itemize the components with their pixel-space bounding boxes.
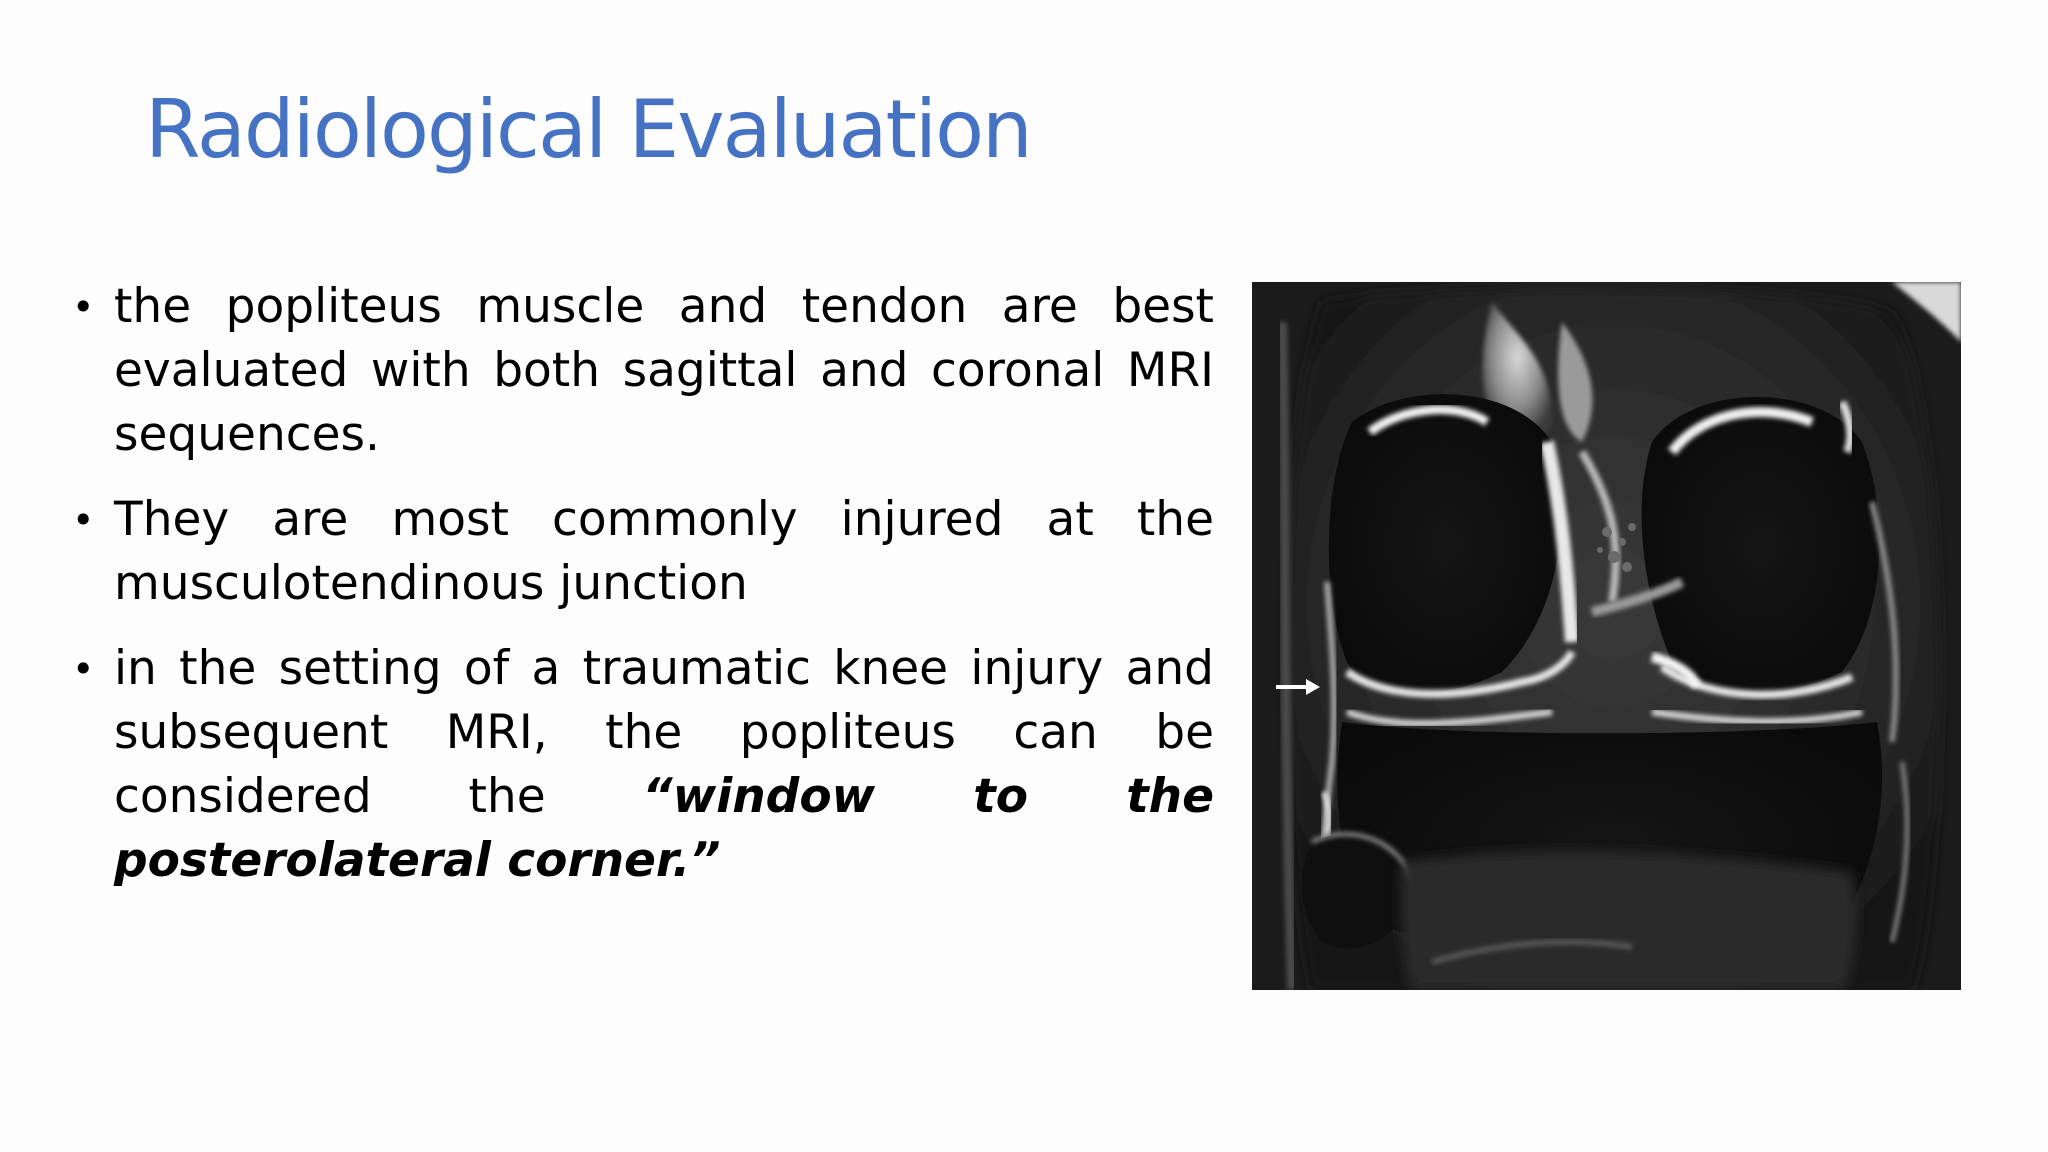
bullet-text-plain: in the setting of a traumatic knee injury and subsequent MRI, the popliteus can be considered the [114, 641, 1214, 824]
bullet-item [72, 488, 1214, 616]
slide-title: Radiological Evaluation [145, 83, 1031, 176]
bullet-item [72, 275, 1214, 467]
bullet-item [72, 637, 1214, 893]
bullet-text: They are most commonly injured at the musculotendinous junction [114, 492, 1214, 611]
knee-mri-coronal-image [1252, 282, 1961, 990]
bullet-point-icon: • [72, 647, 95, 691]
bullet-text-with-emphasis [114, 637, 1214, 893]
emphasized-quote: “window to the posterolateral corner.” [114, 769, 1214, 888]
bullet-text: the popliteus muscle and tendon are best evaluated with both sagittal and coronal MRI sequences. [114, 279, 1214, 462]
bullet-list [72, 275, 1214, 914]
bullet-point-icon: • [72, 498, 95, 542]
bullet-point-icon: • [72, 285, 95, 329]
lower-soft-tissue [1400, 851, 1856, 990]
mri-illustration [1252, 282, 1961, 990]
